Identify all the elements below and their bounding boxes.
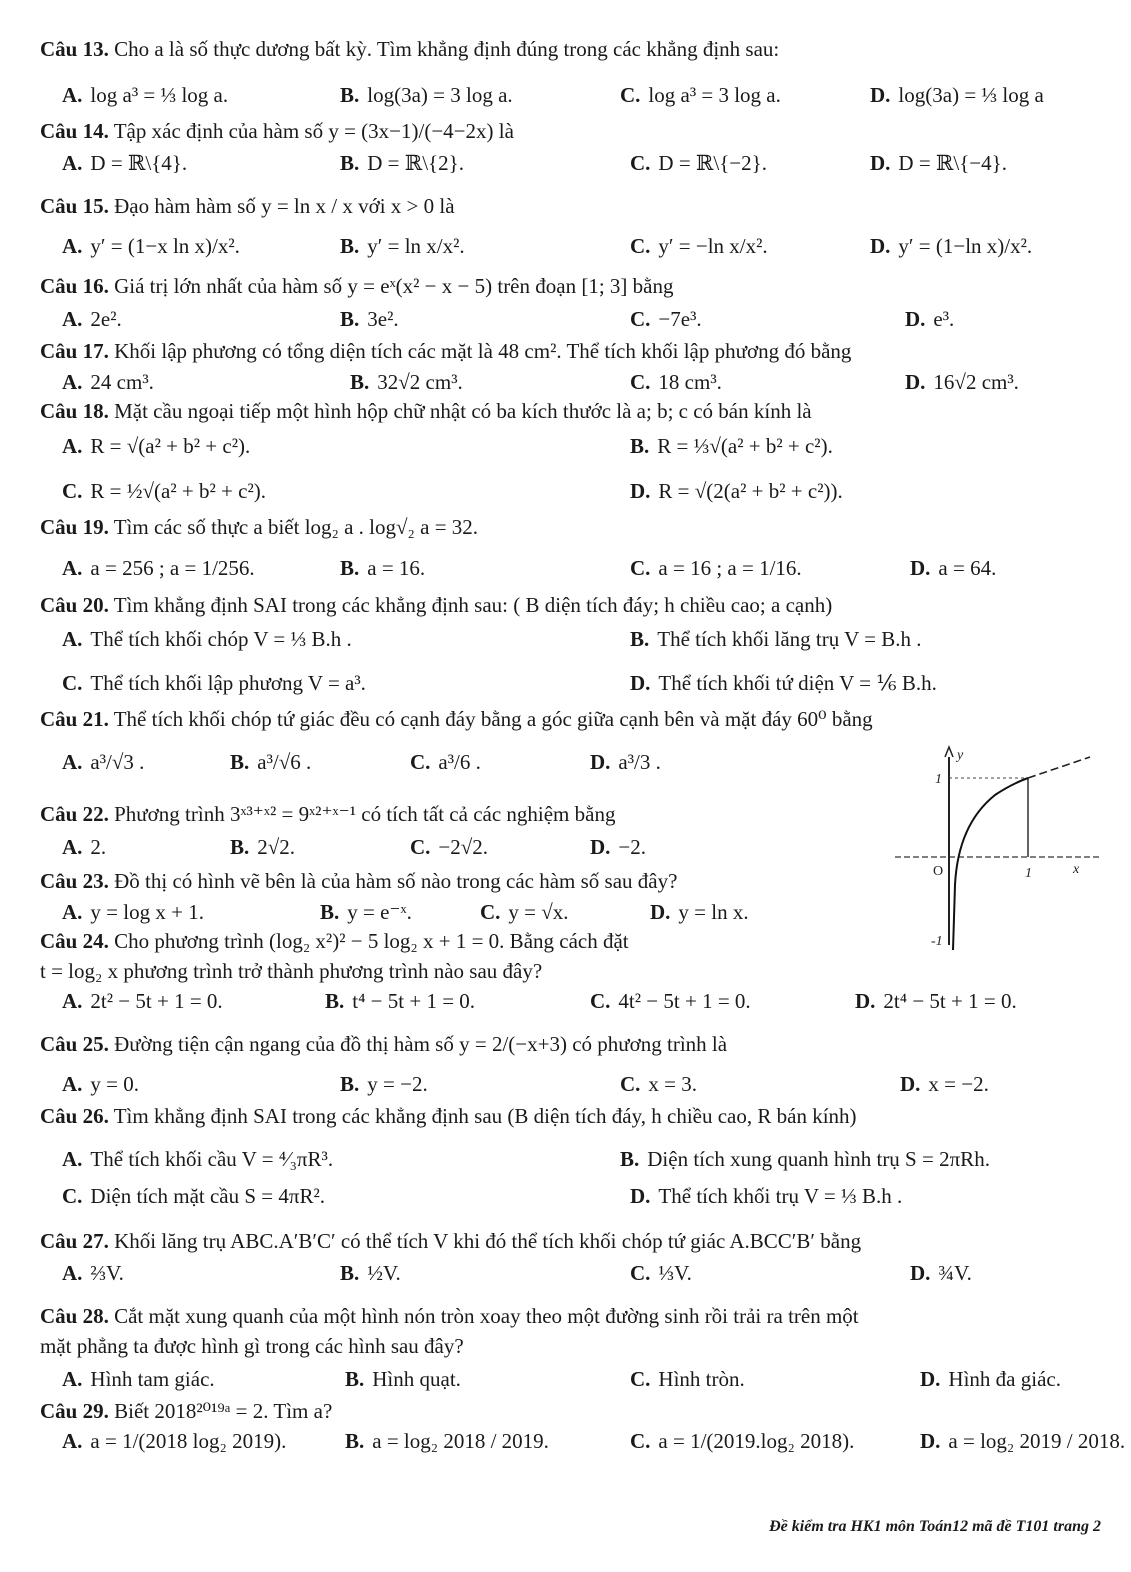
answer-option [62,233,240,259]
option-label: C. [590,989,611,1013]
answer-option [620,1071,697,1097]
option-text: R = ½√(a² + b² + c²). [90,479,266,503]
option-label: D. [630,671,651,695]
option-text: 16√2 cm³. [933,370,1019,394]
answer-option [62,433,250,459]
answer-option [590,749,661,775]
option-text: ¾V. [938,1261,972,1285]
option-text: −7e³. [658,307,702,331]
option-label: C. [62,479,83,503]
answer-option [340,82,513,108]
question-stem [40,868,677,894]
option-label: A. [62,556,83,580]
y-tick-neg1: -1 [931,934,943,949]
answer-option [630,306,702,332]
page-footer: Đề kiểm tra HK1 môn Toán12 mã đề T101 trang 2 [769,1518,1101,1535]
answer-option [870,82,1044,108]
question-stem [40,514,478,540]
option-text: R = √(2(a² + b² + c²)). [658,479,843,503]
option-text: a = 16. [367,556,426,580]
option-text: D = ℝ\{4}. [90,151,188,175]
option-label: D. [920,1367,941,1391]
answer-option [410,834,488,860]
answer-option [340,233,465,259]
option-text: 2t⁴ − 5t + 1 = 0. [883,989,1017,1013]
option-text: a = log₂ 2019 / 2018. [948,1429,1126,1453]
option-text: −2. [618,835,647,859]
option-text: Hình tròn. [658,1367,745,1391]
option-label: A. [62,234,83,258]
option-label: A. [62,434,83,458]
question-text: Tìm khẳng định SAI trong các khẳng định sau (B diện tích đáy, h chiều cao, R bán kính) [108,1104,857,1128]
question-stem [40,706,873,732]
option-label: A. [62,1072,83,1096]
curve-ln-x [953,778,1028,950]
option-label: A. [62,900,83,924]
answer-option [630,150,767,176]
question-number: Câu 25. [40,1032,109,1056]
option-label: D. [870,151,891,175]
question-number: Câu 27. [40,1229,109,1253]
option-text: 2. [90,835,107,859]
option-text: y = 0. [90,1072,140,1096]
option-text: a = 1/(2019.log₂ 2018). [658,1429,855,1453]
option-text: D = ℝ\{−2}. [658,151,767,175]
option-text: y′ = −ln x/x². [658,234,768,258]
option-text: Thể tích khối chóp V = ⅓ B.h . [90,627,352,651]
option-text: y = e⁻ˣ. [347,900,412,924]
answer-option [62,1260,124,1286]
question-stem [40,592,832,618]
option-label: C. [620,83,641,107]
origin-label: O [933,864,944,879]
option-label: D. [630,1184,651,1208]
option-label: B. [340,151,360,175]
answer-option [590,834,646,860]
option-label: A. [62,1261,83,1285]
option-label: D. [650,900,671,924]
answer-option [630,1260,692,1286]
option-label: C. [410,835,431,859]
option-text: 24 cm³. [90,370,154,394]
question-number: Câu 18. [40,399,109,423]
option-label: D. [630,479,651,503]
answer-option [910,1260,972,1286]
answer-option [630,369,722,395]
option-text: Thể tích khối lăng trụ V = B.h . [657,627,922,651]
question-stem [40,958,542,984]
answer-option [340,1071,428,1097]
answer-option [62,1428,286,1454]
option-text: Hình đa giác. [948,1367,1061,1391]
option-label: A. [62,307,83,331]
question-text: Khối lăng trụ ABC.A′B′C′ có thể tích V khi đó thể tích khối chóp tứ giác A.BCC′B′ bằng [108,1229,862,1253]
answer-option [920,1366,1061,1392]
question-stem [40,118,514,144]
option-text: y = −2. [367,1072,428,1096]
option-text: log(3a) = 3 log a. [367,83,513,107]
option-text: x = 3. [648,1072,698,1096]
option-label: A. [62,1429,83,1453]
option-text: D = ℝ\{2}. [367,151,464,175]
question-text: Cho a là số thực dương bất kỳ. Tìm khẳng định đúng trong các khẳng định sau: [108,37,780,61]
answer-option [325,988,475,1014]
answer-option [630,233,768,259]
curve-continuation [1028,757,1090,778]
y-axis-arrow-icon [945,747,953,757]
answer-option [62,988,223,1014]
answer-option [630,626,921,652]
ln-graph-figure [895,745,1105,955]
question-stem [40,1303,859,1329]
answer-option [350,369,463,395]
option-text: −2√2. [438,835,489,859]
answer-option [62,834,106,860]
option-label: A. [62,750,83,774]
option-label: C. [410,750,431,774]
option-label: B. [230,835,250,859]
question-number: Câu 22. [40,802,109,826]
question-text: Mặt cầu ngoại tiếp một hình hộp chữ nhật có ba kích thước là a; b; c có bán kính là [108,399,812,423]
question-number: Câu 14. [40,119,109,143]
option-text: log a³ = 3 log a. [648,83,781,107]
option-label: C. [630,1261,651,1285]
option-label: B. [340,1072,360,1096]
question-number: Câu 15. [40,194,109,218]
question-number: Câu 13. [40,37,109,61]
answer-option [340,306,399,332]
option-text: a = 256 ; a = 1/256. [90,556,255,580]
option-label: C. [630,1429,651,1453]
question-text: Đạo hàm hàm số y = ln x / x với x > 0 là [108,194,455,218]
question-text: Tìm khẳng định SAI trong các khẳng định sau: ( B diện tích đáy; h chiều cao; a cạnh) [108,593,833,617]
option-text: R = √(a² + b² + c²). [90,434,251,458]
option-label: A. [62,151,83,175]
option-text: R = ⅓√(a² + b² + c²). [657,434,833,458]
question-stem [40,36,779,62]
answer-option [590,988,751,1014]
option-label: C. [62,671,83,695]
option-text: 18 cm³. [658,370,722,394]
option-label: B. [340,556,360,580]
answer-option [320,899,412,925]
answer-option [900,1071,989,1097]
option-label: B. [320,900,340,924]
option-label: A. [62,1367,83,1391]
option-text: 3e². [367,307,399,331]
answer-option [650,899,749,925]
question-text: Cắt mặt xung quanh của một hình nón tròn xoay theo một đường sinh rồi trải ra trên một [108,1304,859,1328]
option-label: C. [620,1072,641,1096]
option-label: B. [230,750,250,774]
option-text: a = 16 ; a = 1/16. [658,556,802,580]
answer-option [62,1183,325,1209]
option-text: a = log₂ 2018 / 2019. [372,1429,549,1453]
option-label: D. [590,750,611,774]
option-text: a³/√3 . [90,750,145,774]
option-label: D. [920,1429,941,1453]
answer-option [230,834,295,860]
question-stem [40,273,673,299]
option-label: B. [340,307,360,331]
option-label: D. [870,83,891,107]
option-text: y = log x + 1. [90,900,204,924]
option-label: C. [630,151,651,175]
option-label: B. [340,83,360,107]
option-text: ⅓V. [658,1261,692,1285]
option-text: a = 1/(2018 log₂ 2019). [90,1429,287,1453]
option-text: Hình quạt. [372,1367,461,1391]
option-text: Thể tích khối lập phương V = a³. [90,671,366,695]
question-text: Phương trình 3ˣ³⁺ˣ² = 9ˣ²⁺ˣ⁻¹ có tích tất cả các nghiệm bằng [108,802,616,826]
option-label: A. [62,1147,83,1171]
option-label: B. [630,627,650,651]
option-label: D. [905,307,926,331]
option-text: a³/3 . [618,750,661,774]
answer-option [230,749,311,775]
option-label: D. [900,1072,921,1096]
question-text: t = log₂ x phương trình trở thành phương trình nào sau đây? [40,959,543,983]
answer-option [620,82,781,108]
question-stem [40,1398,332,1424]
answer-option [62,555,255,581]
question-stem [40,1333,464,1359]
option-text: 2e². [90,307,122,331]
option-label: D. [910,1261,931,1285]
option-text: 32√2 cm³. [377,370,463,394]
question-text: Đường tiện cận ngang của đồ thị hàm số y = 2/(−x+3) có phương trình là [108,1032,728,1056]
question-number: Câu 24. [40,929,109,953]
option-text: Thể tích khối cầu V = ⁴⁄₃πR³. [90,1147,334,1171]
option-label: A. [62,83,83,107]
question-text: Biết 2018²⁰¹⁹ᵃ = 2. Tìm a? [108,1399,333,1423]
answer-option [905,306,954,332]
answer-option [62,626,352,652]
option-label: C. [630,556,651,580]
option-text: y = √x. [508,900,569,924]
question-stem [40,1103,857,1129]
question-text: Đồ thị có hình vẽ bên là của hàm số nào trong các hàm số sau đây? [108,869,678,893]
option-text: 2t² − 5t + 1 = 0. [90,989,223,1013]
option-label: B. [340,234,360,258]
question-text: Tập xác định của hàm số y = (3x−1)/(−4−2x) là [108,119,514,143]
answer-option [62,150,187,176]
option-label: A. [62,627,83,651]
option-text: a³/√6 . [257,750,312,774]
question-number: Câu 21. [40,707,109,731]
option-text: a³/6 . [438,750,481,774]
option-text: e³. [933,307,955,331]
option-label: B. [340,1261,360,1285]
option-text: x = −2. [928,1072,989,1096]
y-tick-1: 1 [935,772,942,787]
question-number: Câu 16. [40,274,109,298]
question-text: mặt phẳng ta được hình gì trong các hình sau đây? [40,1334,464,1358]
answer-option [920,1428,1125,1454]
answer-option [345,1366,461,1392]
option-label: C. [630,370,651,394]
option-label: B. [620,1147,640,1171]
answer-option [910,555,996,581]
option-label: C. [630,1367,651,1391]
question-text: Giá trị lớn nhất của hàm số y = eˣ(x² − x − 5) trên đoạn [1; 3] bằng [108,274,674,298]
option-label: C. [480,900,501,924]
option-label: A. [62,370,83,394]
answer-option [62,1146,333,1172]
x-axis-label: x [1073,862,1080,877]
option-label: D. [590,835,611,859]
answer-option [62,1366,215,1392]
answer-option [340,555,425,581]
x-tick-1: 1 [1025,866,1032,881]
question-number: Câu 17. [40,339,109,363]
answer-option [630,1428,854,1454]
answer-option [620,1146,990,1172]
answer-option [62,306,122,332]
option-label: A. [62,989,83,1013]
answer-option [62,369,154,395]
option-label: B. [630,434,650,458]
option-label: B. [350,370,370,394]
answer-option [630,670,937,696]
answer-option [870,150,1007,176]
question-number: Câu 28. [40,1304,109,1328]
option-label: C. [62,1184,83,1208]
y-axis-label: y [957,748,964,763]
answer-option [345,1428,549,1454]
option-label: D. [870,234,891,258]
answer-option [62,1071,139,1097]
option-text: log a³ = ⅓ log a. [90,83,229,107]
question-number: Câu 20. [40,593,109,617]
option-text: log(3a) = ⅓ log a [898,83,1044,107]
option-text: D = ℝ\{−4}. [898,151,1007,175]
answer-option [340,1260,401,1286]
option-text: Hình tam giác. [90,1367,215,1391]
question-stem [40,193,455,219]
option-text: Thể tích khối tứ diện V = ⅙ B.h. [658,671,937,695]
question-stem [40,398,812,424]
answer-option [62,478,266,504]
option-text: Diện tích xung quanh hình trụ S = 2πRh. [647,1147,990,1171]
question-number: Câu 23. [40,869,109,893]
option-label: B. [325,989,345,1013]
option-text: Diện tích mặt cầu S = 4πR². [90,1184,326,1208]
answer-option [855,988,1017,1014]
question-text: Khối lập phương có tổng diện tích các mặt là 48 cm². Thể tích khối lập phương đó bằng [108,339,852,363]
option-label: B. [345,1429,365,1453]
answer-option [630,433,833,459]
answer-option [480,899,569,925]
question-text: Thể tích khối chóp tứ giác đều có cạnh đáy bằng a góc giữa cạnh bên và mặt đáy 60⁰ bằng [108,707,873,731]
question-stem [40,1228,861,1254]
option-text: y′ = ln x/x². [367,234,465,258]
option-text: Thể tích khối trụ V = ⅓ B.h . [658,1184,903,1208]
answer-option [62,899,204,925]
answer-option [62,82,228,108]
option-label: B. [345,1367,365,1391]
option-text: 4t² − 5t + 1 = 0. [618,989,751,1013]
option-label: D. [855,989,876,1013]
question-text: Tìm các số thực a biết log₂ a . log√₂ a = 32. [108,515,479,539]
option-text: a = 64. [938,556,997,580]
option-text: t⁴ − 5t + 1 = 0. [352,989,476,1013]
answer-option [905,369,1019,395]
answer-option [62,670,366,696]
option-label: C. [630,234,651,258]
answer-option [62,749,144,775]
answer-option [630,1366,745,1392]
question-number: Câu 19. [40,515,109,539]
question-stem [40,338,851,364]
answer-option [630,555,802,581]
option-label: A. [62,835,83,859]
answer-option [630,1183,902,1209]
question-number: Câu 26. [40,1104,109,1128]
answer-option [630,478,843,504]
option-text: y′ = (1−x ln x)/x². [90,234,240,258]
question-stem [40,1031,727,1057]
answer-option [410,749,481,775]
option-text: ½V. [367,1261,401,1285]
option-text: y′ = (1−ln x)/x². [898,234,1033,258]
answer-option [340,150,464,176]
question-text: Cho phương trình (log₂ x²)² − 5 log₂ x + 1 = 0. Bằng cách đặt [108,929,629,953]
option-text: 2√2. [257,835,296,859]
option-text: y = ln x. [678,900,749,924]
option-label: C. [630,307,651,331]
question-stem [40,928,629,954]
option-label: D. [905,370,926,394]
question-number: Câu 29. [40,1399,109,1423]
question-stem [40,801,615,827]
option-label: D. [910,556,931,580]
option-text: ⅔V. [90,1261,124,1285]
answer-option [870,233,1032,259]
